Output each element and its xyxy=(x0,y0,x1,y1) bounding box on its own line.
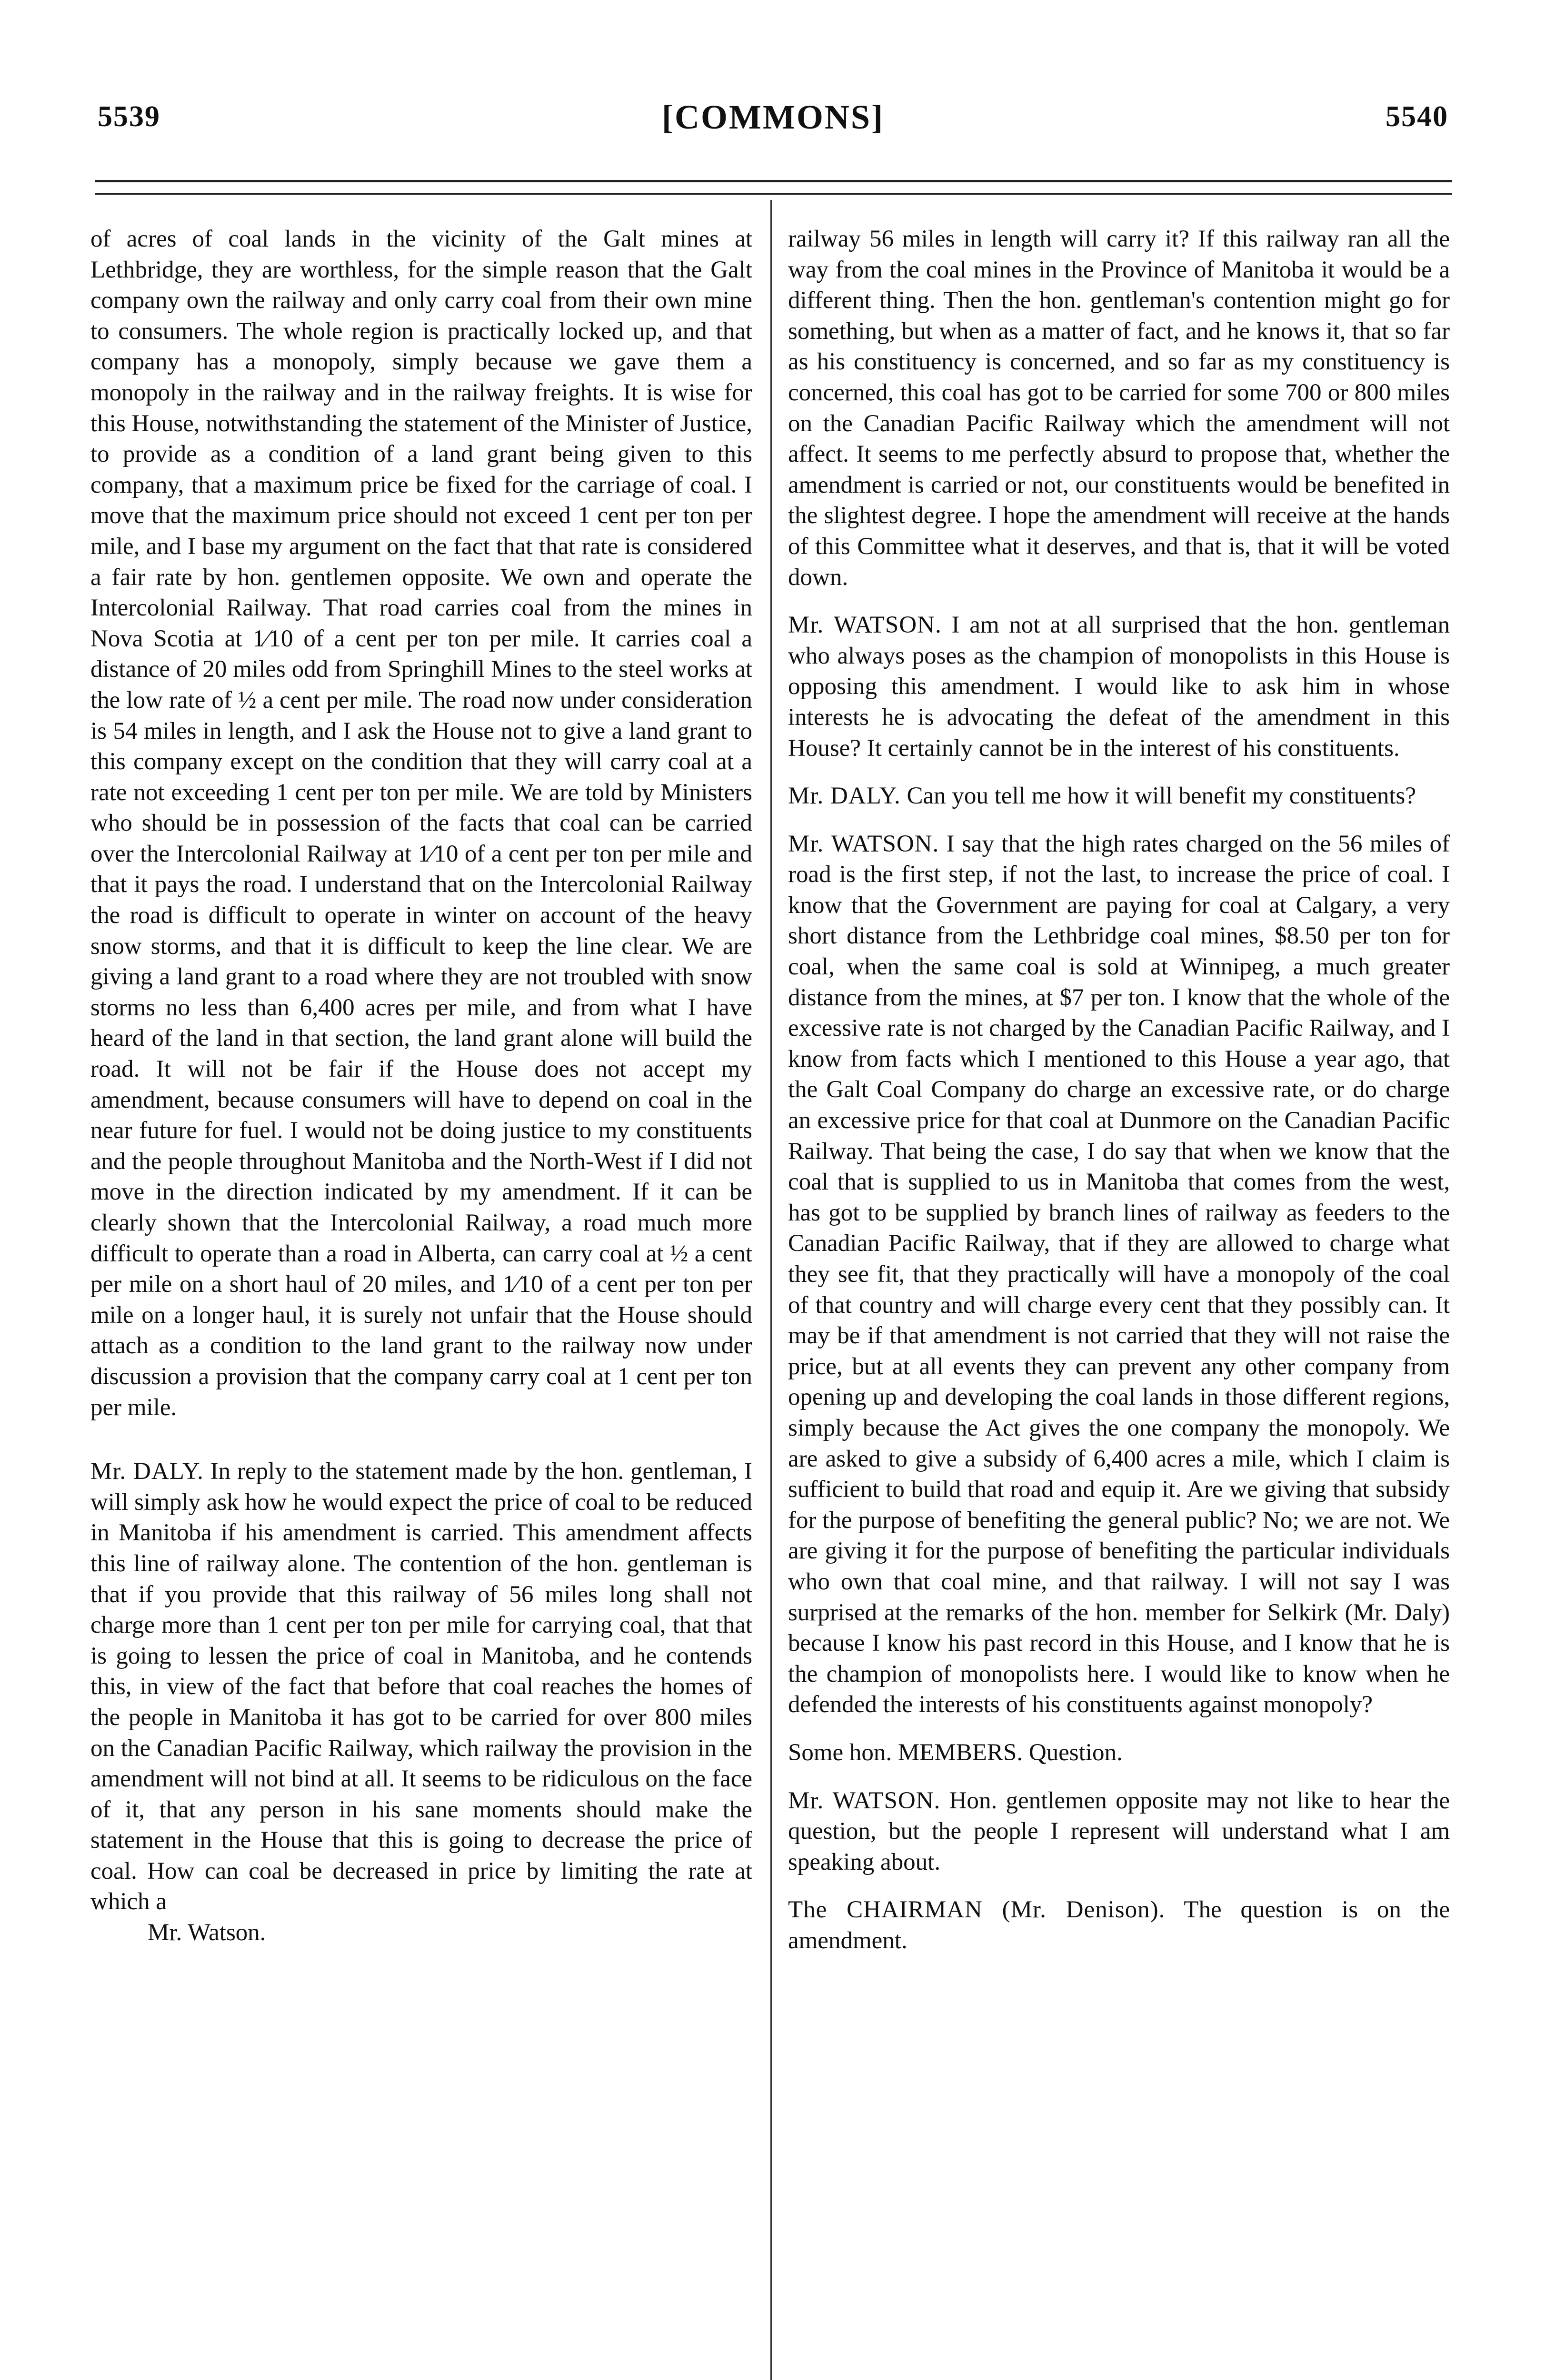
header-rule-thin xyxy=(95,193,1452,195)
header-rule-thick xyxy=(95,180,1452,182)
speech-text: I am not at all surprised that the hon. gentleman who always poses as the champion of monopolists in this House is opposing this amendment. I would like to ask him in whose interests he is advocating the defeat of the amendment in this House? It certainly cannot be in the interest of his constituents. xyxy=(788,612,1450,762)
paragraph xyxy=(788,1785,1450,1878)
paragraph xyxy=(788,610,1450,764)
page-number-right: 5540 xyxy=(1386,100,1448,133)
right-column xyxy=(788,224,1450,1956)
left-column xyxy=(90,224,752,1948)
page-header xyxy=(0,0,1546,190)
speaker-name: Mr. DALY. xyxy=(788,783,901,810)
speech-text: In reply to the statement made by the hon. gentleman, I will simply ask how he would expect the price of coal to be reduced in Manitoba if his amendment is carried. This amendment affects this line of railway alone. The contention of the hon. gentleman is that if you provide that this railway of 56 miles long shall not charge more than 1 cent per ton per mile for carrying coal, that that is going to lessen the price of coal in Manitoba, and he contends this, in view of the fact that before that coal reaches the homes of the people in Manitoba it has got to be carried for over 800 miles on the Canadian Pacific Railway, which railway the provision in the amendment will not bind at all. It seems to be ridiculous on the face of it, that any person in his sane moments should make the statement in the House that this is going to decrease the price of coal. How can coal be decreased in price by limiting the rate at which a xyxy=(90,1458,753,1915)
speaker-name: Mr. WATSON. xyxy=(788,830,939,857)
speaker-name: Mr. WATSON. xyxy=(788,1787,941,1814)
page-number-left: 5539 xyxy=(98,100,160,133)
paragraph: of acres of coal lands in the vicinity of the Galt mines at Lethbridge, they are worthless, for the simple reason that the Galt company own the railway and only carry coal from their own mine to consumers. The whole region is practically locked up, and that company has a monopoly, simply because we gave them a monopoly in the railway and in the railway freights. It is wise for this House, notwithstanding the statement of the Minister of Justice, to provide as a condition of a land grant being given to this company, that a maximum price be fixed for the carriage of coal. I move that the maximum price should not exceed 1 cent per ton per mile, and I base my argument on the fact that that rate is considered a fair rate by hon. gentlemen opposite. We own and operate the Intercolonial Railway. That road carries coal from the mines in Nova Scotia at 1⁄10 of a cent per ton per mile. It carries coal a distance of 20 miles odd from Springhill Mines to the steel works at the low rate of ½ a cent per mile. The road now under consideration is 54 miles in length, and I ask the House not to give a land grant to this company except on the condition that they will carry coal at a rate not exceeding 1 cent per ton per mile. We are told by Ministers who should be in possession of the facts that coal can be carried over the Intercolonial Railway at 1⁄10 of a cent per ton per mile and that it pays the road. I understand that on the Intercolonial Railway the road is difficult to operate in winter on account of the heavy snow storms, and that it is difficult to keep the line clear. We are giving a land grant to a road where they are not troubled with snow storms no less than 6,400 acres per mile, and from what I have heard of the land in that section, the land grant alone will build the road. It will not be fair if the House does not accept my amendment, because consumers will have to depend on coal in the near future for fuel. I would not be doing justice to my constituents and the people throughout Manitoba and the North-West if I did not move in the direction indicated by my amendment. If it can be clearly shown that the Intercolonial Railway, a road much more difficult to operate than a road in Alberta, can carry coal at ½ a cent per mile on a short haul of 20 miles, and 1⁄10 of a cent per ton per mile on a longer haul, it is surely not unfair that the House should attach as a condition to the land grant to the railway now under discussion a provision that the company carry coal at 1 cent per ton per mile. xyxy=(90,226,752,1421)
column-divider xyxy=(770,200,772,2380)
speech-text: Can you tell me how it will benefit my constituents? xyxy=(907,783,1416,810)
paragraph: Some hon. MEMBERS. Question. xyxy=(788,1739,1123,1766)
paragraph xyxy=(788,829,1450,1720)
speaker-name: The CHAIRMAN (Mr. Denison). xyxy=(788,1896,1166,1924)
signature: Mr. Watson. xyxy=(148,1919,266,1946)
section-title: [COMMONS] xyxy=(662,98,884,136)
speech-text: Hon. gentlemen opposite may not like to hear the question, but the people I represent will understand what I am speaking about. xyxy=(788,1787,1450,1875)
speaker-name: Mr. WATSON. xyxy=(788,612,942,639)
paragraph xyxy=(788,1894,1450,1956)
speech-text: The question is on the amendment. xyxy=(788,1896,1450,1954)
speaker-name: Mr. DALY. xyxy=(90,1458,204,1485)
paragraph xyxy=(90,1456,752,1917)
paragraph: railway 56 miles in length will carry it? If this railway ran all the way from the coal mines in the Province of Manitoba it would be a different thing. Then the hon. gentleman's contention might go for something, but when as a matter of fact, and he knows it, that so far as his constituency is concerned, and so far as my constituency is concerned, this coal has got to be carried for some 700 or 800 miles on the Canadian Pacific Railway which the amendment will not affect. It seems to me perfectly absurd to propose that, whether the amendment is carried or not, our constituents would be benefited in the slightest degree. I hope the amendment will receive at the hands of this Committee what it deserves, and that is, that it will be voted down. xyxy=(788,226,1450,591)
paragraph xyxy=(788,781,1450,812)
speech-text: I say that the high rates charged on the 56 miles of road is the first step, if not the last, to increase the price of coal. I know that the Government are paying for coal at Calgary, a very short distance from the Lethbridge coal mines, $8.50 per ton for coal, when the same coal is sold at Winnipeg, a much greater distance from the mines, at $7 per ton. I know that the whole of the excessive rate is not charged by the Canadian Pacific Railway, and I know from facts which I mentioned to this House a year ago, that the Galt Coal Company do charge an excessive rate, or do charge an excessive price for that coal at Dunmore on the Canadian Pacific Railway. That being the case, I do say that when we know that the coal that is supplied to us in Manitoba that comes from the west, has got to be supplied by branch lines of railway as feeders to the Canadian Pacific Railway, that if they are allowed to charge what they see fit, that they practically will have a monopoly of the coal of that country and will charge every cent that they possibly can. It may be if that amendment is not carried that they will not raise the price, but at all events they can prevent any other company from opening up and developing the coal lands in those different regions, simply because the Act gives the one company the monopoly. We are asked to give a subsidy of 6,400 acres a mile, which I claim is sufficient to build that road and equip it. Are we giving that subsidy for the purpose of benefiting the general public? No; we are not. We are giving it for the purpose of benefiting the particular individuals who own that coal mine, and that railway. I will not say I was surprised at the remarks of the hon. member for Selkirk (Mr. Daly) because I know his past record in this House, and I know that he is the champion of monopolists here. I would like to know when he defended the interests of his constituents against monopoly? xyxy=(788,830,1450,1718)
